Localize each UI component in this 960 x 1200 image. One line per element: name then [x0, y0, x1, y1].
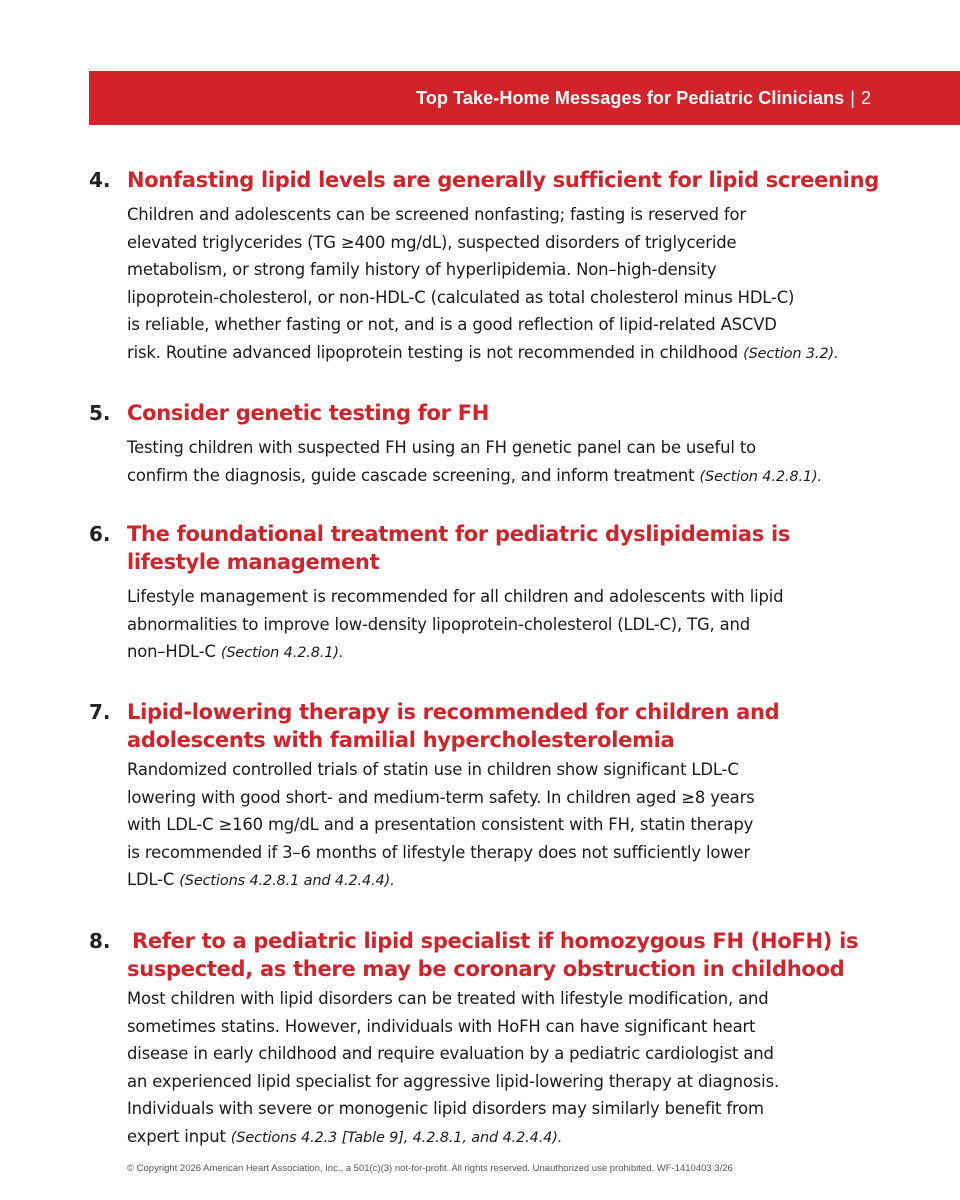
header-bar	[89, 71, 960, 125]
body-line: metabolism, or strong family history of hyperlipidemia. Non–high-density	[127, 260, 717, 279]
heading-line: Consider genetic testing for FH	[127, 401, 490, 425]
item-number: 6.	[89, 522, 111, 546]
section-reference: (Sections 4.2.8.1 and 4.2.4.4).	[179, 873, 395, 889]
body-line: Children and adolescents can be screened nonfasting; fasting is reserved for	[127, 205, 746, 224]
item-heading	[127, 166, 909, 194]
body-line: abnormalities to improve low-density lipoprotein-cholesterol (LDL-C), TG, and	[127, 614, 751, 634]
heading-line: lifestyle management	[127, 550, 380, 574]
message-item-5	[89, 399, 909, 491]
body-line	[127, 462, 909, 492]
message-item-7	[89, 698, 909, 896]
item-number: 7.	[89, 700, 111, 724]
body-line: Individuals with severe or monogenic lipid disorders may similarly benefit from	[127, 1099, 764, 1118]
section-reference: (Section 4.2.8.1).	[699, 468, 822, 485]
heading-line: suspected, as there may be coronary obstruction in childhood	[127, 957, 845, 981]
item-body	[127, 201, 909, 368]
item-heading	[127, 520, 909, 576]
body-line-text: non–HDL-C	[127, 642, 216, 661]
heading-line: The foundational treatment for pediatric dyslipidemias is	[127, 522, 791, 546]
body-line: Randomized controlled trials of statin use in children show significant LDL-C	[127, 760, 739, 779]
header-title: Top Take-Home Messages for Pediatric Clinicians	[416, 87, 845, 108]
body-line	[127, 866, 909, 896]
message-item-6	[89, 520, 909, 668]
body-line: sometimes statins. However, individuals with HoFH can have significant heart	[127, 1016, 756, 1036]
item-heading	[127, 399, 909, 427]
body-line: with LDL-C ≥160 mg/dL and a presentation consistent with FH, statin therapy	[127, 815, 754, 834]
item-number: 8.	[89, 929, 111, 953]
body-line	[127, 638, 909, 668]
section-reference: (Section 4.2.8.1).	[220, 645, 344, 661]
heading-line: adolescents with familial hypercholesterolemia	[127, 728, 675, 752]
item-body	[127, 985, 909, 1152]
body-line-text: LDL-C	[127, 870, 175, 889]
body-line-text: expert input	[127, 1126, 226, 1146]
item-number: 4.	[89, 168, 111, 192]
heading-line: Refer to a pediatric lipid specialist if homozygous FH (HoFH) is	[132, 929, 859, 953]
body-line: is reliable, whether fasting or not, and is a good reflection of lipid-related ASCVD	[127, 315, 777, 334]
body-line: elevated triglycerides (TG ≥400 mg/dL), suspected disorders of triglyceride	[127, 232, 737, 252]
body-line-text: confirm the diagnosis, guide cascade screening, and inform treatment	[127, 465, 695, 485]
body-line: is recommended if 3–6 months of lifestyle therapy does not sufficiently lower	[127, 842, 751, 862]
body-line	[127, 1123, 909, 1153]
heading-line: Lipid-lowering therapy is recommended for children and	[127, 700, 780, 724]
item-number: 5.	[89, 401, 111, 425]
body-line	[127, 339, 909, 369]
item-heading	[127, 698, 909, 754]
body-line: Most children with lipid disorders can be treated with lifestyle modification, and	[127, 989, 769, 1008]
body-line: disease in early childhood and require evaluation by a pediatric cardiologist and	[127, 1044, 774, 1063]
header-separator: |	[850, 87, 855, 108]
body-line: Lifestyle management is recommended for all children and adolescents with lipid	[127, 587, 784, 606]
message-item-8	[89, 927, 909, 1152]
item-body	[127, 583, 909, 668]
body-line-text: risk. Routine advanced lipoprotein testing is not recommended in childhood	[127, 342, 738, 362]
section-reference: (Section 3.2).	[743, 345, 839, 362]
body-line: lowering with good short- and medium-term safety. In children aged ≥8 years	[127, 787, 755, 807]
page-number: 2	[860, 87, 871, 108]
body-line: Testing children with suspected FH using an FH genetic panel can be useful to	[127, 438, 756, 457]
body-line: lipoprotein-cholesterol, or non-HDL-C (calculated as total cholesterol minus HDL-C)	[127, 287, 795, 307]
section-reference: (Sections 4.2.3 [Table 9], 4.2.8.1, and 4.2.4.4).	[230, 1129, 563, 1146]
copyright-footer: © Copyright 2026 American Heart Association, Inc., a 501(c)(3) not-for-profit. All rights reserved. Unauthorized use prohibited. WF-1410403 3/26	[127, 1163, 733, 1174]
item-heading	[127, 927, 909, 983]
item-body	[127, 756, 909, 896]
item-body	[127, 434, 909, 491]
message-item-4	[89, 166, 909, 368]
body-line: an experienced lipid specialist for aggressive lipid-lowering therapy at diagnosis.	[127, 1071, 780, 1091]
heading-line: Nonfasting lipid levels are generally sufficient for lipid screening	[127, 168, 879, 192]
